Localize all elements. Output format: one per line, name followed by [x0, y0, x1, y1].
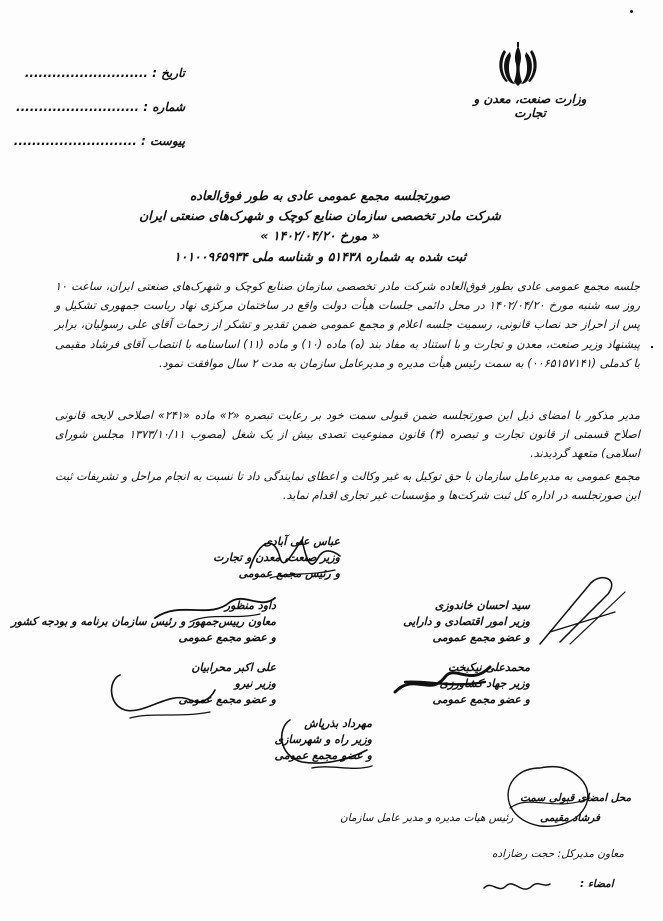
- acceptance-label: محل امضای قبولی سمت: [520, 792, 632, 804]
- signer-name: علی اکبر محرابیان: [191, 661, 276, 674]
- signer-name: داود منظور: [224, 599, 276, 612]
- signer-title: معاون رییس‌جمهور و رئیس سازمان برنامه و بودجه کشور: [11, 615, 276, 628]
- signer-name: مهرداد بذرپاش: [304, 717, 372, 730]
- signer-title: وزیر نیرو: [234, 677, 276, 690]
- signature-planning: [11, 598, 276, 646]
- date-field: تاریخ : ...........................: [24, 66, 185, 80]
- signer-role: و عضو مجمع عمومی: [432, 631, 530, 644]
- signature-chair: [213, 534, 340, 582]
- signer-name: محمدعلی نیکبخت: [447, 661, 530, 674]
- signer-title: وزیر امور اقتصادی و دارایی: [403, 615, 530, 628]
- title-line-2: شرکت مادر تخصصی سازمان صنایع کوچک و شهرک‌های صنعتی ایران: [139, 208, 501, 223]
- body-paragraph-1: جلسه مجمع عمومی عادی بطور فوق‌العاده شرکت مادر تخصصی سازمان صنایع کوچک و شهرک‌های صنعتی ایران، ساعت ۱۰ روز سه شنبه مورخ ۱۴۰۲/۰۴/۲۰ در محل دائمی جلسات هیأت دولت واقع در ساختمان مرکزی نهاد ریاست جمهوری تشکیل و پس از احراز حد نصاب قانونی، رسمیت جلسه اعلام و مجمع عمومی ضمن تقدیر و تشکر از زحمات آقای علی رسولیان، برابر پیشنهاد وزیر صنعت، معدن و تجارت و با استناد به مفاد بند (ه) ماده (۱۰) و ماده (۱۱) اساسنامه با انتصاب آقای فرشاد مقیمی با کدملی (۰۰۶۵۱۵۷۱۴۱) به سمت رئیس هیأت مدیره و مدیرعامل سازمان به مدت ۲ سال موافقت نمود.: [55, 280, 641, 370]
- signer-role: و عضو مجمع عمومی: [178, 631, 276, 644]
- footer-signature-scrawl-icon: [478, 866, 558, 902]
- ministry-name: وزارت صنعت، معدن و تجارت: [473, 92, 587, 120]
- stray-dot: [630, 10, 633, 13]
- signer-title: وزیر صنعت، معدن و تجارت: [213, 551, 340, 564]
- signer-name: سید احسان خاندوزی: [434, 599, 530, 612]
- signature-energy: [166, 660, 276, 708]
- signer-title: وزیر راه و شهرسازی: [274, 733, 372, 746]
- economy-signature-scrawl-icon: [530, 572, 630, 652]
- acceptance-name: فرشاد مقیمی: [540, 812, 601, 824]
- signature-agriculture: [410, 660, 530, 708]
- registration-line: ثبت شده به شماره ۵۱۴۳۸ و شناسه ملی ۱۰۱۰۰۹۶۵۹۳۴: [173, 249, 467, 264]
- acceptance-role: رئیس هیات مدیره و مدیر عامل سازمان: [340, 812, 514, 824]
- signer-role: و عضو مجمع عمومی: [432, 693, 530, 706]
- title-date: « مورخ ۱۴۰۲/۰۴/۲۰ »: [260, 228, 380, 243]
- title-line-1: صورتجلسه مجمع عمومی عادی به طور فوق‌العاده: [189, 188, 451, 203]
- sign-label: امضاء :: [580, 878, 614, 890]
- body-paragraph-3: مجمع عمومی به مدیرعامل سازمان با حق توکیل به غیر وکالت و اعطای نمایندگی داد تا نسبت به انجام مراحل و تشریفات ثبت این صورتجلسه در اداره کل ثبت شرکت‌ها و مؤسسات غیر تجاری اقدام نماید.: [55, 470, 640, 503]
- signature-economy: [400, 598, 530, 646]
- signer-name: عباس علی آبادی: [263, 535, 340, 548]
- body-paragraph-2: مدیر مذکور با امضای ذیل این صورتجلسه ضمن قبولی سمت خود بر رعایت تبصره «۲» ماده «۲۴۱» اصلاحی لایحه قانونی اصلاح قسمتی از قانون تجارت و تبصره (۴) قانون ممنوعیت تصدی بیش از یک شغل (مصوب ۱۳۷۳/۱۰/۱۱ مجلس شورای اسلامی) متعهد گردیدند.: [55, 409, 640, 461]
- iran-emblem-icon: [493, 40, 543, 90]
- signer-role: و رئیس مجمع عمومی: [238, 567, 340, 580]
- signer-title: وزیر جهاد کشاورزی: [439, 677, 530, 690]
- signer-role: و عضو مجمع عمومی: [274, 749, 372, 762]
- stray-dot: [651, 346, 653, 348]
- deputy-line: معاون مدیرکل: حجت رضازاده: [492, 848, 624, 860]
- signer-role: و عضو مجمع عمومی: [178, 693, 276, 706]
- signature-roads: [272, 716, 372, 764]
- number-field: شماره : ...........................: [16, 100, 185, 114]
- attachment-field: پیوست : ...........................: [13, 134, 185, 148]
